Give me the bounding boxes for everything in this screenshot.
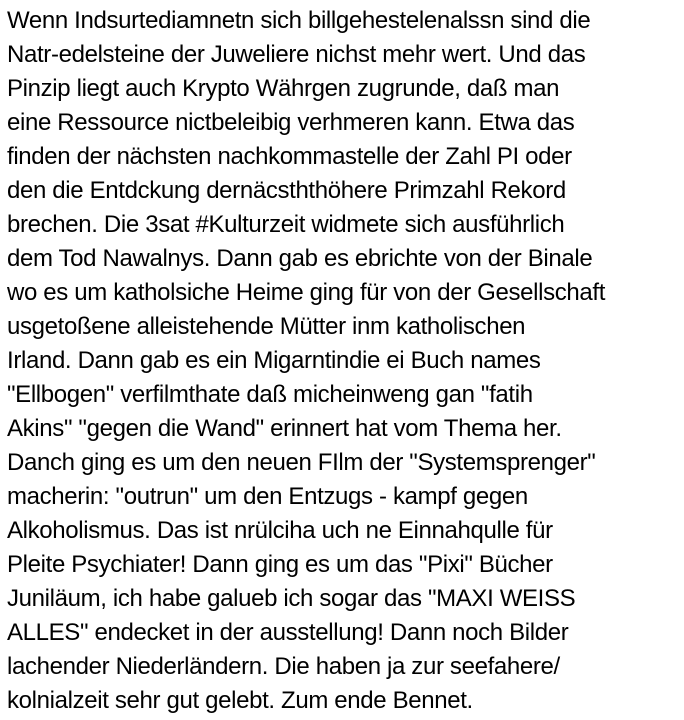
text-line: den die Entdckung dernäcsththöhere Primzahl Rekord [7, 177, 566, 204]
text-line: Alkoholismus. Das ist nrülciha uch ne Einnahqulle für [7, 517, 553, 544]
text-line: dem Tod Nawalnys. Dann gab es ebrichte von der Binale [7, 245, 593, 272]
text-line: wo es um katholsiche Heime ging für von der Gesellschaft [7, 279, 606, 306]
text-line: macherin: "outrun" um den Entzugs - kampf gegen [7, 483, 528, 510]
text-line: Irland. Dann gab es ein Migarntindie ei Buch names [7, 347, 541, 374]
text-line: usgetoßene alleistehende Mütter inm katholischen [7, 313, 526, 340]
text-line: Juniläum, ich habe galueb ich sogar das "MAXI WEISS [7, 585, 576, 612]
text-line: ALLES" endecket in der ausstellung! Dann noch Bilder [7, 619, 569, 646]
text-line: Akins" "gegen die Wand" erinnert hat vom Thema her. [7, 415, 562, 442]
text-line: Natr-edelsteine der Juweliere nichst mehr wert. Und das [7, 41, 586, 68]
text-line: Wenn Indsurtediamnetn sich billgehestelenalssn sind die [7, 7, 591, 34]
text-line: brechen. Die 3sat #Kulturzeit widmete sich ausführlich [7, 211, 565, 238]
text-line: Pinzip liegt auch Krypto Währgen zugrunde, daß man [7, 75, 560, 102]
text-line: "Ellbogen" verfilmthate daß micheinweng gan "fatih [7, 381, 533, 408]
text-line: kolnialzeit sehr gut gelebt. Zum ende Bennet. [7, 687, 473, 714]
text-line: eine Ressource nictbeleibig verhmeren kann. Etwa das [7, 109, 575, 136]
text-line: Pleite Psychiater! Dann ging es um das "Pixi" Bücher [7, 551, 553, 578]
text-line: finden der nächsten nachkommastelle der Zahl PI oder [7, 143, 572, 170]
text-line: lachender Niederländern. Die haben ja zur seefahere/ [7, 653, 560, 680]
text-line: Danch ging es um den neuen FIlm der "Systemsprenger" [7, 449, 596, 476]
